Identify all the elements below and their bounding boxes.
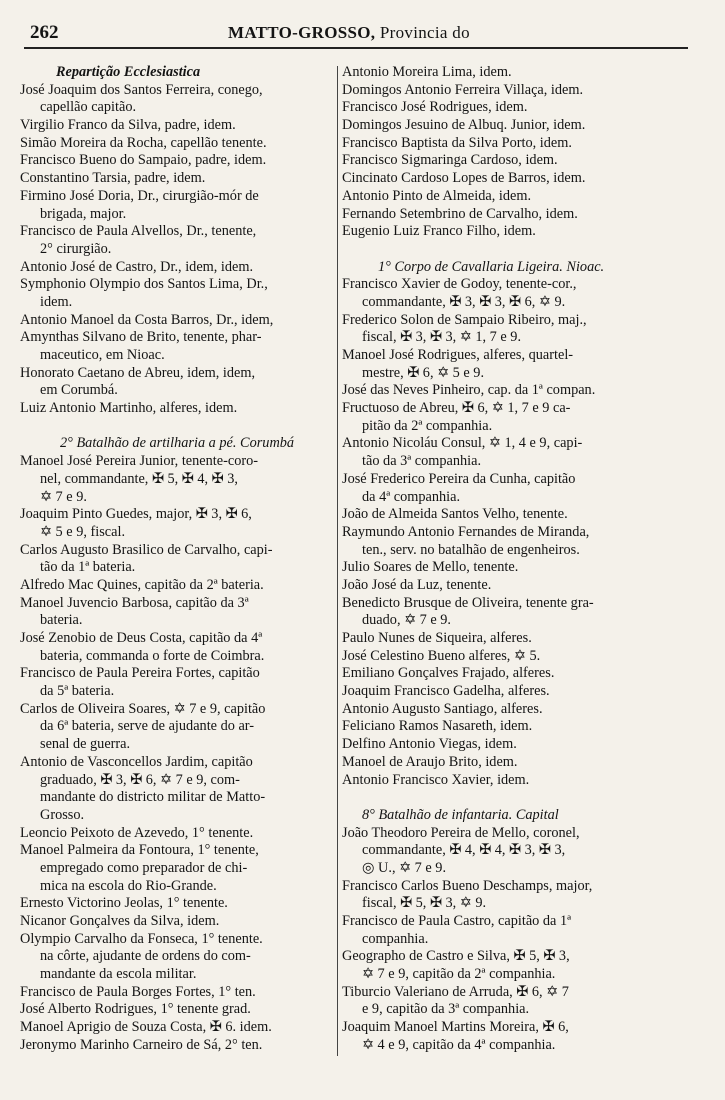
- entry-line: José Joaquim dos Santos Ferreira, conego,: [20, 81, 263, 98]
- entry-line: Simão Moreira da Rocha, capellão tenente.: [20, 134, 267, 151]
- entry-line: Alfredo Mac Quines, capitão da 2ª bateria.: [20, 576, 264, 593]
- entry-line: Benedicto Brusque de Oliveira, tenente gra-: [342, 594, 594, 611]
- entry-line: tão da 3ª companhia.: [362, 453, 482, 470]
- entry-line: ✡ 4 e 9, capitão da 4ª companhia.: [362, 1036, 556, 1053]
- entry-line: Eugenio Luiz Franco Filho, idem.: [342, 223, 536, 240]
- column-divider: [337, 66, 338, 1056]
- entry-line: bateria.: [40, 612, 83, 629]
- entry-line: Joaquim Francisco Gadelha, alferes.: [342, 683, 550, 700]
- entry-line: Fernando Setembrino de Carvalho, idem.: [342, 205, 578, 222]
- entry-line: Antonio Manoel da Costa Barros, Dr., idem,: [20, 311, 274, 328]
- entry-line: ✡ 5 e 9, fiscal.: [40, 523, 126, 540]
- entry-line: [20, 418, 336, 436]
- entry-line: [342, 241, 656, 259]
- entry-line: Luiz Antonio Martinho, alferes, idem.: [20, 400, 238, 417]
- entry-line: companhia.: [362, 930, 429, 947]
- entry-line: Amynthas Silvano de Brito, tenente, phar-: [20, 329, 262, 346]
- entry-line: Carlos Augusto Brasilico de Carvalho, capi-: [20, 541, 273, 558]
- entry-line: mandante do districto militar de Matto-: [40, 789, 266, 806]
- entry-line: Antonio Francisco Xavier, idem.: [342, 771, 530, 788]
- entry-line: Tiburcio Valeriano de Arruda, ✠ 6, ✡ 7: [342, 983, 569, 1000]
- entry-line: Antonio José de Castro, Dr., idem, idem.: [20, 258, 254, 275]
- entry-line: João de Almeida Santos Velho, tenente.: [342, 506, 568, 523]
- entry-line: Emiliano Gonçalves Frajado, alferes.: [342, 665, 555, 682]
- entry-line: Manoel José Rodrigues, alferes, quartel-: [342, 347, 574, 363]
- entry-line: pitão da 2ª companhia.: [362, 417, 493, 434]
- entry-line: Virgilio Franco da Silva, padre, idem.: [20, 117, 236, 134]
- entry-line: Fructuoso de Abreu, ✠ 6, ✡ 1, 7 e 9 ca-: [342, 400, 571, 417]
- entry-line: José Frederico Pereira da Cunha, capitão: [342, 470, 576, 487]
- entry-line: Francisco Xavier de Godoy, tenente-cor.,: [342, 276, 577, 293]
- entry-line: Antonio Pinto de Almeida, idem.: [342, 187, 532, 204]
- entry-line: Antonio Augusto Santiago, alferes.: [342, 700, 543, 717]
- entry-line: Olympio Carvalho da Fonseca, 1° tenente.: [20, 930, 263, 947]
- entry-line: Domingos Antonio Ferreira Villaça, idem.: [342, 81, 584, 98]
- entry-line: Honorato Caetano de Abreu, idem, idem,: [20, 364, 256, 381]
- entry-line: Firmino José Doria, Dr., cirurgião-mór de: [20, 187, 259, 204]
- entry-line: Constantino Tarsia, padre, idem.: [20, 170, 206, 187]
- entry-line: Manoel Aprigio de Souza Costa, ✠ 6. idem.: [20, 1019, 272, 1036]
- entry-line: senal de guerra.: [40, 736, 131, 753]
- entry-line: Jeronymo Marinho Carneiro de Sá, 2° ten.: [20, 1036, 263, 1053]
- entry-line: ten., serv. no batalhão de engenheiros.: [362, 541, 580, 558]
- section-heading: 1° Corpo de Cavallaria Ligeira. Nioac.: [378, 258, 605, 275]
- entry-line: da 5ª bateria.: [40, 683, 115, 700]
- entry-line: capellão capitão.: [40, 99, 137, 116]
- page-number: 262: [30, 22, 59, 43]
- entry-line: Antonio Nicoláu Consul, ✡ 1, 4 e 9, capi-: [342, 435, 583, 452]
- entry-line: Carlos de Oliveira Soares, ✡ 7 e 9, capitão: [20, 700, 266, 717]
- entry-line: Francisco de Paula Alvellos, Dr., tenente,: [20, 223, 257, 240]
- entry-line: na côrte, ajudante de ordens do com-: [40, 948, 251, 965]
- entry-line: Francisco Sigmaringa Cardoso, idem.: [342, 152, 558, 169]
- entry-line: Frederico Solon de Sampaio Ribeiro, maj.,: [342, 311, 587, 328]
- entry-line: Leoncio Peixoto de Azevedo, 1° tenente.: [20, 824, 254, 841]
- entry-line: ◎ U., ✡ 7 e 9.: [362, 859, 447, 876]
- entry-line: Francisco Carlos Bueno Deschamps, major,: [342, 877, 593, 894]
- entry-line: da 6ª bateria, serve de ajudante do ar-: [40, 718, 255, 735]
- entry-line: Symphonio Olympio dos Santos Lima, Dr.,: [20, 276, 268, 293]
- entry-line: fiscal, ✠ 5, ✠ 3, ✡ 9.: [362, 895, 487, 912]
- entry-line: nel, commandante, ✠ 5, ✠ 4, ✠ 3,: [40, 470, 238, 487]
- entry-line: mica na escola do Rio-Grande.: [40, 877, 217, 894]
- entry-line: ✡ 7 e 9, capitão da 2ª companhia.: [362, 966, 556, 983]
- entry-line: Joaquim Pinto Guedes, major, ✠ 3, ✠ 6,: [20, 506, 252, 523]
- entry-line: Francisco de Paula Castro, capitão da 1ª: [342, 913, 572, 929]
- entry-line: tão da 1ª bateria.: [40, 559, 136, 576]
- entry-line: Geographo de Castro e Silva, ✠ 5, ✠ 3,: [342, 948, 570, 965]
- entry-line: Julio Soares de Mello, tenente.: [342, 559, 519, 576]
- entry-line: Manoel de Araujo Brito, idem.: [342, 753, 518, 770]
- entry-line: Cincinato Cardoso Lopes de Barros, idem.: [342, 170, 586, 187]
- entry-line: [342, 789, 656, 807]
- entry-line: José Alberto Rodrigues, 1° tenente grad.: [20, 1001, 251, 1018]
- right-column: [342, 64, 656, 1055]
- entry-line: commandante, ✠ 4, ✠ 4, ✠ 3, ✠ 3,: [362, 842, 566, 859]
- entry-line: Francisco Baptista da Silva Porto, idem.: [342, 134, 572, 151]
- running-head-subtitle: Provincia do: [379, 23, 470, 42]
- entry-line: fiscal, ✠ 3, ✠ 3, ✡ 1, 7 e 9.: [362, 329, 522, 346]
- entry-line: em Corumbá.: [40, 382, 118, 399]
- entry-line: graduado, ✠ 3, ✠ 6, ✡ 7 e 9, com-: [40, 771, 240, 788]
- entry-line: Francisco de Paula Borges Fortes, 1° ten.: [20, 983, 256, 1000]
- entry-line: ✡ 7 e 9.: [40, 488, 87, 505]
- entry-line: commandante, ✠ 3, ✠ 3, ✠ 6, ✡ 9.: [362, 293, 566, 310]
- entry-line: bateria, commanda o forte de Coimbra.: [40, 647, 265, 664]
- entry-line: Francisco de Paula Pereira Fortes, capitão: [20, 665, 260, 682]
- entry-line: da 4ª companhia.: [362, 488, 461, 505]
- entry-line: mandante da escola militar.: [40, 966, 197, 983]
- entry-line: brigada, major.: [40, 205, 127, 222]
- entry-line: Antonio Moreira Lima, idem.: [342, 64, 512, 80]
- left-column: [20, 64, 336, 1055]
- entry-line: Francisco Bueno do Sampaio, padre, idem.: [20, 152, 267, 169]
- entry-line: Ernesto Victorino Jeolas, 1° tenente.: [20, 895, 228, 912]
- page-header: [0, 0, 725, 60]
- entry-line: José das Neves Pinheiro, cap. da 1ª compan.: [342, 382, 596, 399]
- section-heading: Repartição Ecclesiastica: [56, 64, 201, 80]
- header-rule: [24, 47, 688, 49]
- entry-line: empregado como preparador de chi-: [40, 859, 248, 876]
- entry-line: José Zenobio de Deus Costa, capitão da 4ª: [20, 630, 263, 646]
- entry-line: idem.: [40, 293, 73, 310]
- entry-line: Paulo Nunes de Siqueira, alferes.: [342, 630, 532, 646]
- entry-line: Feliciano Ramos Nasareth, idem.: [342, 718, 533, 735]
- running-head: [228, 23, 470, 43]
- entry-line: maceutico, em Nioac.: [40, 347, 165, 363]
- entry-line: José Celestino Bueno alferes, ✡ 5.: [342, 647, 541, 664]
- entry-line: Joaquim Manoel Martins Moreira, ✠ 6,: [342, 1019, 569, 1036]
- entry-line: 2° cirurgião.: [40, 240, 112, 257]
- entry-line: Antonio de Vasconcellos Jardim, capitão: [20, 753, 253, 770]
- section-heading: 2° Batalhão de artilharia a pé. Corumbá: [60, 435, 295, 452]
- entry-line: Nicanor Gonçalves da Silva, idem.: [20, 913, 220, 929]
- entry-line: e 9, capitão da 3ª companhia.: [362, 1001, 530, 1018]
- entry-line: Delfino Antonio Viegas, idem.: [342, 736, 517, 753]
- entry-line: Grosso.: [40, 806, 85, 823]
- entry-line: duado, ✡ 7 e 9.: [362, 612, 452, 629]
- entry-line: Raymundo Antonio Fernandes de Miranda,: [342, 523, 590, 540]
- entry-line: Manoel Juvencio Barbosa, capitão da 3ª: [20, 594, 249, 611]
- entry-line: mestre, ✠ 6, ✡ 5 e 9.: [362, 364, 485, 381]
- entry-line: Francisco José Rodrigues, idem.: [342, 99, 528, 116]
- running-head-title: MATTO-GROSSO,: [228, 23, 376, 42]
- entry-line: Manoel Palmeira da Fontoura, 1° tenente,: [20, 842, 259, 859]
- entry-line: João Theodoro Pereira de Mello, coronel,: [342, 824, 580, 841]
- section-heading: 8° Batalhão de infantaria. Capital: [362, 806, 559, 823]
- entry-line: João José da Luz, tenente.: [342, 576, 492, 593]
- entry-line: Domingos Jesuino de Albuq. Junior, idem.: [342, 117, 586, 134]
- entry-line: Manoel José Pereira Junior, tenente-coro-: [20, 453, 259, 470]
